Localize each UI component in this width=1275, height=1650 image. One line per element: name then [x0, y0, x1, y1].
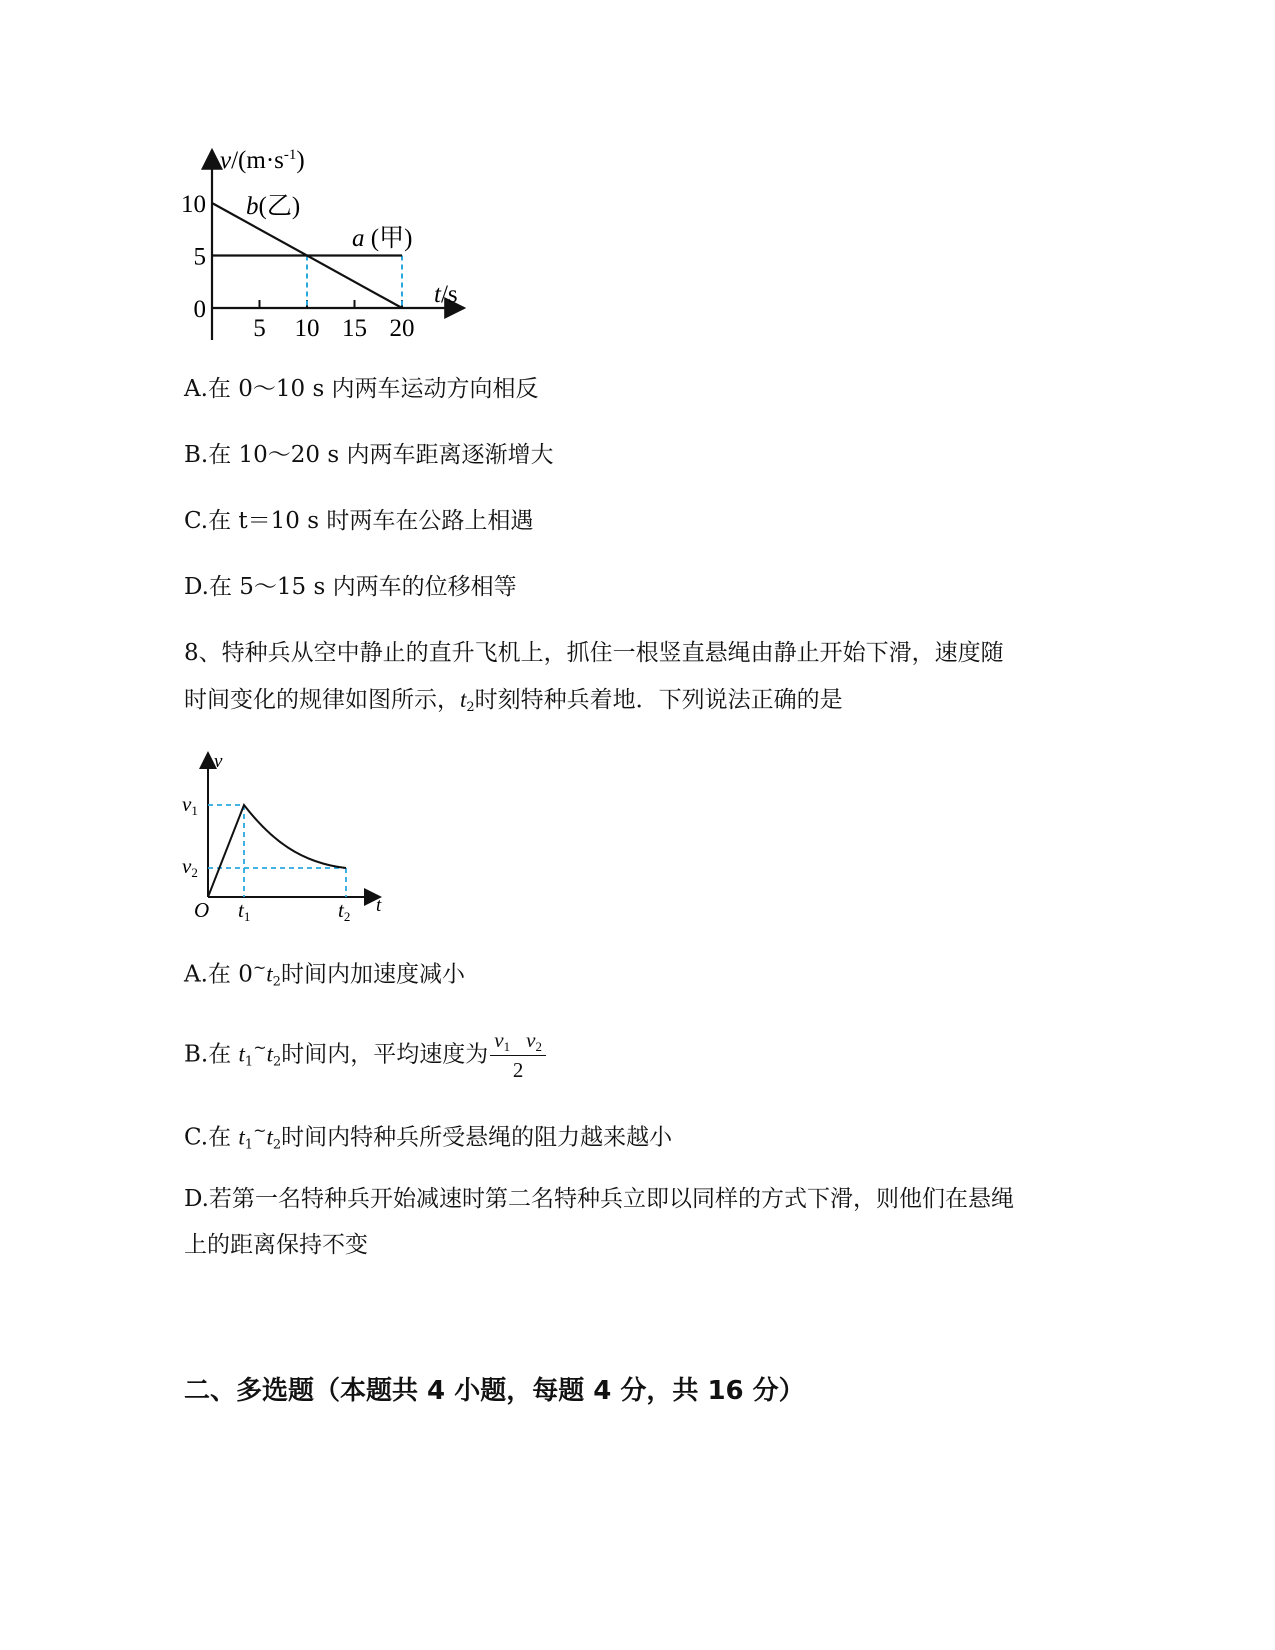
- series-label-b: b(乙): [246, 193, 301, 220]
- x-tick-label: 15: [342, 315, 367, 342]
- q7-option-a: A.在 0～10 s 内两车运动方向相反: [184, 376, 539, 402]
- x-tick-label: 20: [389, 315, 415, 342]
- q8-option-a: A.在 $0^\sim t_2$时间内加速度减小: [184, 958, 465, 990]
- q7-option-b: B.在 10～20 s 内两车距离逐渐增大: [184, 442, 554, 468]
- series-label-a: a (甲): [352, 225, 413, 252]
- chart-cars-vt: [170, 140, 490, 350]
- x-tick-label: 5: [253, 315, 266, 342]
- q8-option-d-line2: 上的距离保持不变: [184, 1232, 368, 1258]
- q8-option-b: B.在 $t_1^\sim t_2$时间内，平均速度为 $\frac{v_1 v_2}{2}$: [184, 1030, 546, 1081]
- y-tick-label: 0: [193, 296, 206, 323]
- tick-label-t2: t2: [338, 898, 351, 924]
- chart-soldier-vt: [176, 745, 396, 925]
- y-tick-label: 10: [181, 191, 206, 218]
- q7-option-d: D.在 5～15 s 内两车的位移相等: [184, 574, 517, 600]
- q8-stem-line2: 时间变化的规律如图所示，$t_2$时刻特种兵着地．下列说法正确的是: [184, 687, 843, 715]
- y-axis-label: $v/(m\cdot s^{-1})$: [220, 147, 305, 174]
- y-axis-label: v: [214, 751, 223, 772]
- section-heading: 二、多选题（本题共 4 小题，每题 4 分，共 16 分）: [184, 1376, 805, 1406]
- q7-option-c: C.在 t＝10 s 时两车在公路上相遇: [184, 508, 534, 534]
- x-tick-label: 10: [294, 315, 320, 342]
- q8-stem-line1: 8、特种兵从空中静止的直升飞机上，抓住一根竖直悬绳由静止开始下滑，速度随: [184, 640, 1004, 666]
- tick-label-v1: v1: [182, 792, 198, 818]
- q8-option-c: C.在 $t_1^\sim t_2$时间内特种兵所受悬绳的阻力越来越小: [184, 1121, 673, 1153]
- tick-label-t1: t1: [238, 898, 251, 924]
- velocity-curve: [208, 805, 346, 897]
- x-axis-label: t: [376, 895, 382, 916]
- tick-label-v2: v2: [182, 854, 198, 880]
- origin-label: O: [194, 898, 210, 922]
- average-velocity-fraction: $\frac{v_1 v_2}{2}$: [490, 1030, 546, 1081]
- q8-option-d-line1: D.若第一名特种兵开始减速时第二名特种兵立即以同样的方式下滑，则他们在悬绳: [184, 1186, 1014, 1212]
- y-tick-label: 5: [193, 243, 206, 271]
- x-axis-label: t/s: [434, 281, 458, 308]
